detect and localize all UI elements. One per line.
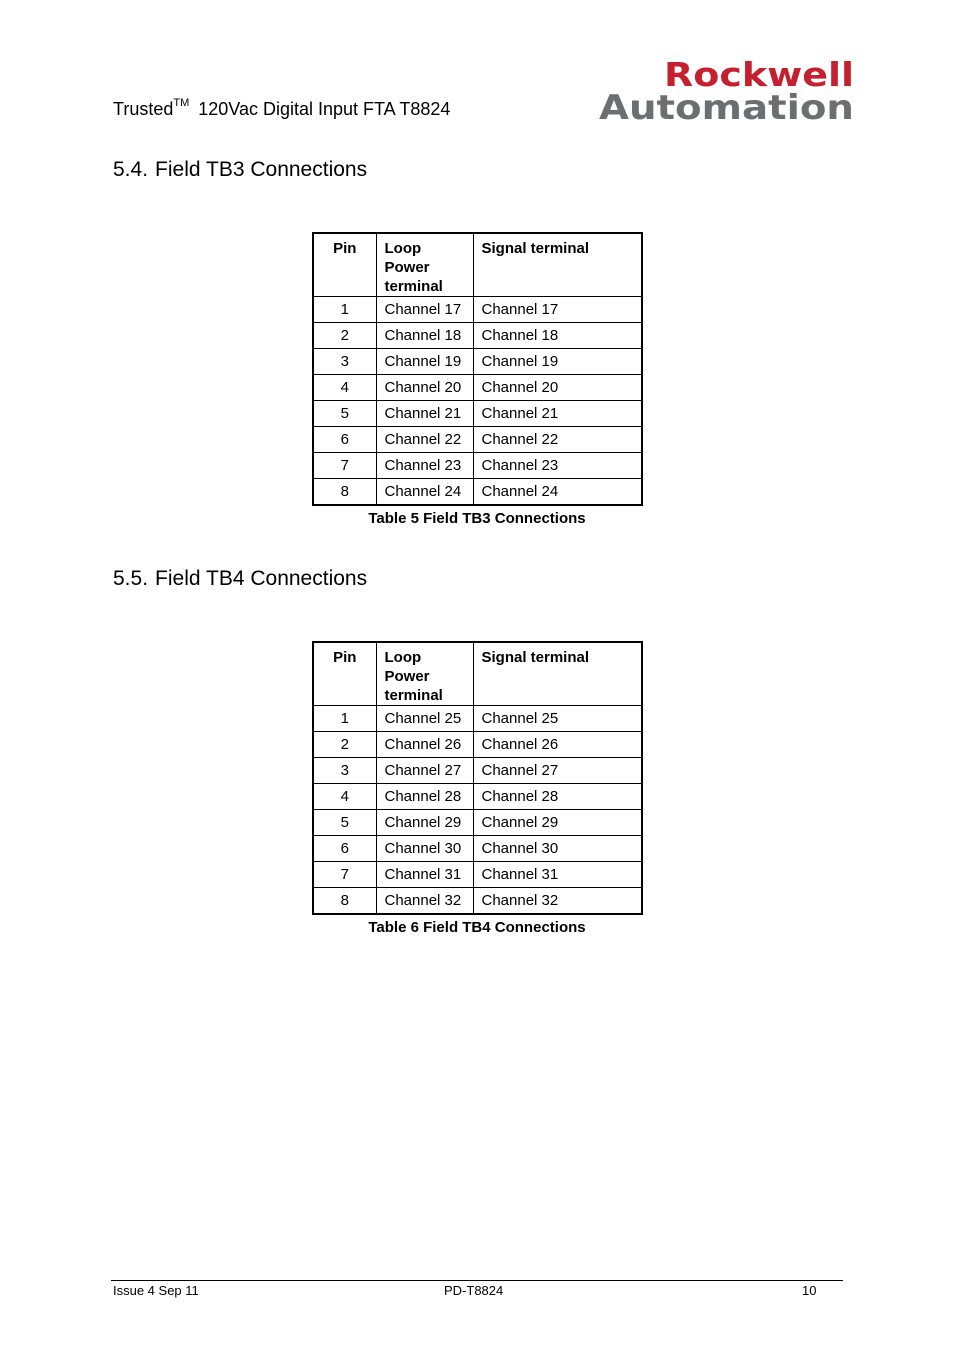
header-loop-power-terminal: Loop Power terminal — [376, 233, 473, 297]
section-heading-tb3 — [113, 158, 367, 182]
cell-loop-power: Channel 17 — [376, 297, 473, 323]
table-row — [313, 706, 642, 732]
cell-pin: 1 — [313, 706, 376, 732]
table-header-row — [313, 642, 642, 706]
header-pin: Pin — [313, 233, 376, 297]
cell-loop-power: Channel 29 — [376, 810, 473, 836]
cell-signal: Channel 27 — [473, 758, 642, 784]
table-row — [313, 453, 642, 479]
cell-signal: Channel 28 — [473, 784, 642, 810]
document-title — [113, 99, 450, 120]
cell-pin: 1 — [313, 297, 376, 323]
footer-page-number: 10 — [802, 1283, 817, 1298]
cell-loop-power: Channel 30 — [376, 836, 473, 862]
cell-signal: Channel 23 — [473, 453, 642, 479]
cell-loop-power: Channel 25 — [376, 706, 473, 732]
section-title: Field TB3 Connections — [155, 158, 368, 181]
rockwell-automation-logo — [598, 58, 856, 120]
table-row — [313, 349, 642, 375]
cell-signal: Channel 31 — [473, 862, 642, 888]
cell-loop-power: Channel 22 — [376, 427, 473, 453]
title-rest: 120Vac Digital Input FTA T8824 — [198, 99, 451, 119]
cell-pin: 5 — [313, 810, 376, 836]
cell-loop-power: Channel 23 — [376, 453, 473, 479]
header-signal-terminal: Signal terminal — [473, 642, 642, 706]
table-body — [313, 706, 642, 915]
footer-doc-id: PD-T8824 — [444, 1283, 504, 1298]
cell-loop-power: Channel 20 — [376, 375, 473, 401]
cell-signal: Channel 25 — [473, 706, 642, 732]
table-row — [313, 810, 642, 836]
section-title: Field TB4 Connections — [155, 567, 368, 590]
trademark-mark: TM — [173, 97, 190, 109]
cell-loop-power: Channel 27 — [376, 758, 473, 784]
tb3-connections-table — [312, 232, 643, 506]
table-row — [313, 862, 642, 888]
table-header-row — [313, 233, 642, 297]
cell-pin: 4 — [313, 375, 376, 401]
cell-loop-power: Channel 31 — [376, 862, 473, 888]
cell-pin: 2 — [313, 732, 376, 758]
section-number: 5.4. — [113, 158, 149, 181]
cell-pin: 4 — [313, 784, 376, 810]
section-number: 5.5. — [113, 567, 149, 590]
cell-signal: Channel 17 — [473, 297, 642, 323]
table-row — [313, 758, 642, 784]
cell-signal: Channel 22 — [473, 427, 642, 453]
cell-pin: 3 — [313, 349, 376, 375]
table-row — [313, 836, 642, 862]
cell-signal: Channel 21 — [473, 401, 642, 427]
cell-loop-power: Channel 26 — [376, 732, 473, 758]
cell-pin: 6 — [313, 427, 376, 453]
section-heading-tb4 — [113, 567, 367, 591]
logo-line2: Automation — [599, 88, 854, 120]
cell-pin: 3 — [313, 758, 376, 784]
cell-signal: Channel 30 — [473, 836, 642, 862]
header-pin: Pin — [313, 642, 376, 706]
cell-signal: Channel 26 — [473, 732, 642, 758]
table-row — [313, 479, 642, 506]
cell-pin: 6 — [313, 836, 376, 862]
cell-loop-power: Channel 32 — [376, 888, 473, 915]
cell-loop-power: Channel 18 — [376, 323, 473, 349]
cell-signal: Channel 20 — [473, 375, 642, 401]
table-row — [313, 732, 642, 758]
header-loop-power-terminal: Loop Power terminal — [376, 642, 473, 706]
cell-loop-power: Channel 24 — [376, 479, 473, 506]
table-row — [313, 784, 642, 810]
cell-loop-power: Channel 19 — [376, 349, 473, 375]
table-body — [313, 297, 642, 506]
cell-pin: 7 — [313, 862, 376, 888]
cell-signal: Channel 32 — [473, 888, 642, 915]
table-row — [313, 427, 642, 453]
cell-signal: Channel 18 — [473, 323, 642, 349]
cell-signal: Channel 29 — [473, 810, 642, 836]
footer-divider — [111, 1280, 843, 1281]
header-signal-terminal: Signal terminal — [473, 233, 642, 297]
cell-loop-power: Channel 21 — [376, 401, 473, 427]
table-caption-tb4: Table 6 Field TB4 Connections — [368, 919, 586, 936]
cell-signal: Channel 24 — [473, 479, 642, 506]
cell-pin: 8 — [313, 479, 376, 506]
table-row — [313, 401, 642, 427]
table-row — [313, 297, 642, 323]
table-row — [313, 375, 642, 401]
logo-line1: Rockwell — [664, 58, 854, 94]
cell-pin: 5 — [313, 401, 376, 427]
table-caption-tb3: Table 5 Field TB3 Connections — [368, 510, 586, 527]
table-row — [313, 888, 642, 915]
cell-pin: 7 — [313, 453, 376, 479]
cell-pin: 2 — [313, 323, 376, 349]
cell-loop-power: Channel 28 — [376, 784, 473, 810]
cell-pin: 8 — [313, 888, 376, 915]
table-row — [313, 323, 642, 349]
footer-issue: Issue 4 Sep 11 — [113, 1283, 199, 1298]
cell-signal: Channel 19 — [473, 349, 642, 375]
tb4-connections-table — [312, 641, 643, 915]
title-prefix: Trusted — [113, 99, 174, 119]
